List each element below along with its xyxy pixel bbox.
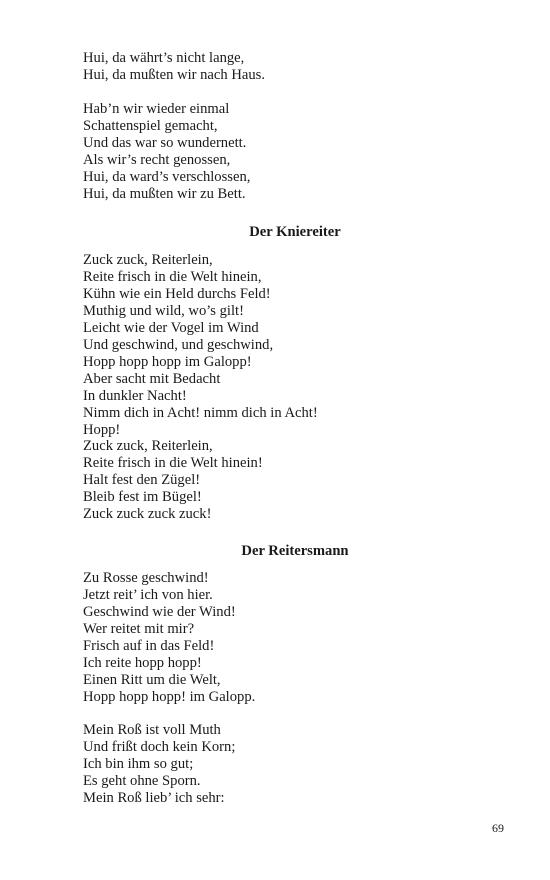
- verse-line: Reite frisch in die Welt hinein,: [83, 268, 262, 285]
- verse-line: Bleib fest im Bügel!: [83, 489, 202, 506]
- verse-line: Zuck zuck, Reiterlein,: [83, 252, 213, 268]
- verse-line: Schattenspiel gemacht,: [83, 117, 218, 134]
- verse-line: Und das war so wundernett.: [83, 134, 247, 151]
- verse-line: Als wir’s recht genossen,: [83, 151, 231, 168]
- verse-line: Zu Rosse geschwind!: [83, 570, 209, 586]
- verse-line: Mein Roß ist voll Muth: [83, 722, 221, 738]
- verse-line: Hui, da mußten wir zu Bett.: [83, 185, 246, 202]
- verse-line: Wer reitet mit mir?: [83, 620, 195, 637]
- verse-line: Einen Ritt um die Welt,: [83, 671, 221, 688]
- poem1-stanza-last: [83, 101, 250, 203]
- poem3-stanza2: [83, 722, 235, 807]
- verse-line: Frisch auf in das Feld!: [83, 637, 215, 654]
- verse-line: Zuck zuck zuck zuck!: [83, 506, 212, 523]
- verse-line: In dunkler Nacht!: [83, 387, 187, 404]
- verse-line: Nimm dich in Acht! nimm dich in Acht!: [83, 404, 318, 421]
- verse-line: Mein Roß lieb’ ich sehr:: [83, 789, 225, 806]
- verse-line: Halt fest den Zügel!: [83, 472, 201, 489]
- verse-line: Reite frisch in die Welt hinein!: [83, 455, 263, 472]
- verse-line: Leicht wie der Vogel im Wind: [83, 319, 259, 336]
- poem1-stanza-end: [83, 50, 265, 84]
- verse-line: Kühn wie ein Held durchs Feld!: [83, 285, 271, 302]
- verse-line: Zuck zuck, Reiterlein,: [83, 438, 213, 455]
- verse-line: Muthig und wild, wo’s gilt!: [83, 302, 244, 319]
- verse-line: Und geschwind, und geschwind,: [83, 336, 274, 353]
- verse-line: Jetzt reit’ ich von hier.: [83, 586, 213, 603]
- verse-line: Geschwind wie der Wind!: [83, 603, 236, 620]
- verse-line: Hopp!: [83, 421, 121, 438]
- verse-line: Hui, da währt’s nicht lange,: [83, 50, 245, 66]
- verse-line: Hab’n wir wieder einmal: [83, 101, 230, 117]
- verse-line: Hui, da mußten wir nach Haus.: [83, 66, 265, 83]
- verse-line: Ich reite hopp hopp!: [83, 654, 202, 671]
- poem-title-kniereiter: Der Kniereiter: [249, 224, 341, 240]
- verse-line: Aber sacht mit Bedacht: [83, 370, 221, 387]
- verse-line: Und frißt doch kein Korn;: [83, 738, 236, 755]
- page-number: 69: [492, 821, 504, 835]
- verse-line: Es geht ohne Sporn.: [83, 772, 201, 789]
- verse-line: Ich bin ihm so gut;: [83, 755, 194, 772]
- poem2-verses: [83, 252, 318, 523]
- poem3-stanza1: [83, 570, 255, 706]
- verse-line: Hopp hopp hopp im Galopp!: [83, 353, 252, 370]
- verse-line: Hui, da ward’s verschlossen,: [83, 168, 251, 185]
- verse-line: Hopp hopp hopp! im Galopp.: [83, 688, 256, 705]
- poem-title-reitersmann: Der Reitersmann: [241, 543, 349, 559]
